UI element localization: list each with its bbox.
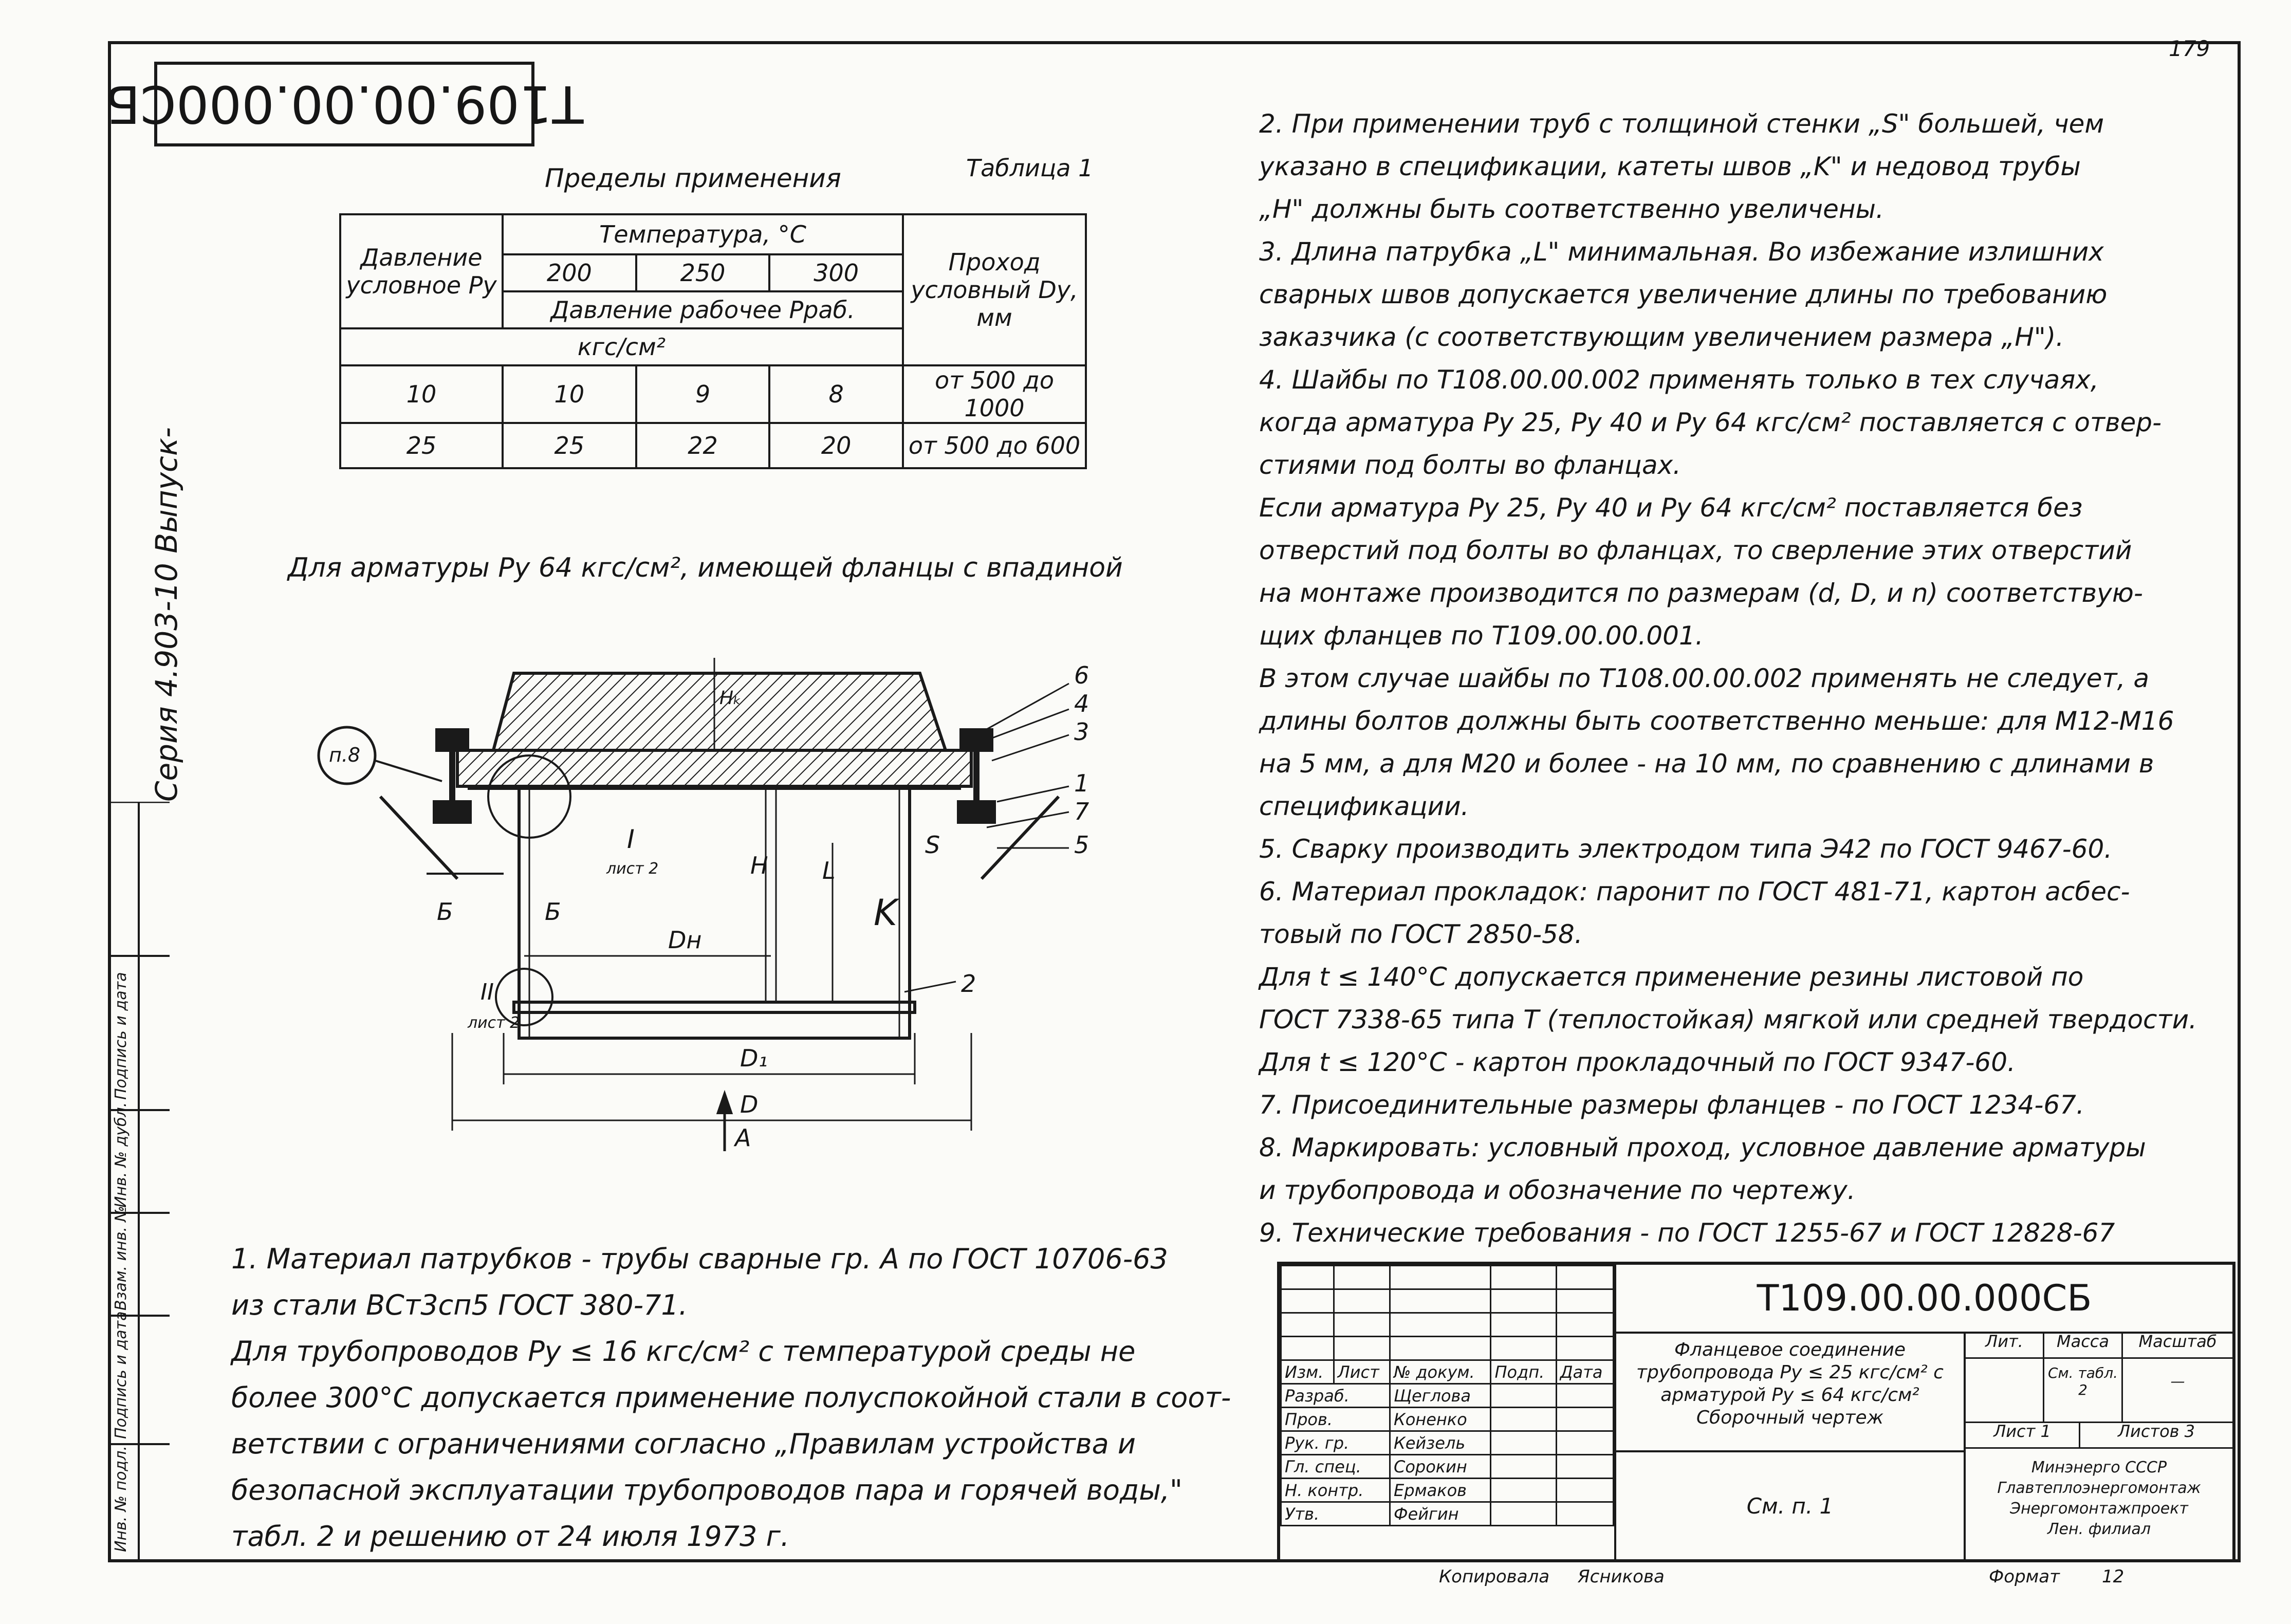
note-line: ГОСТ 7338-65 типа Т (теплостойкая) мягкой или средней твердости. [1259, 1005, 2197, 1035]
signer-row [1281, 1384, 1614, 1408]
table-row [340, 365, 1086, 423]
copied-label: Копировала [1439, 1566, 1550, 1587]
signer-role: Гл. спец. [1281, 1455, 1390, 1479]
format-value: 12 [2102, 1566, 2124, 1587]
note-line: сварных швов допускается увеличение длины по требованию [1259, 280, 2108, 309]
dim-H: H [750, 852, 768, 879]
note-line: 6. Материал прокладок: паронит по ГОСТ 481-71, картон асбес- [1259, 877, 2130, 907]
note-line: Для трубопроводов Ру ≤ 16 кгс/см² с температурой среды не [231, 1335, 1136, 1368]
note-line: „H" должны быть соответственно увеличены. [1259, 194, 1884, 224]
cell-200: 10 [503, 365, 636, 423]
col-doc: № докум. [1390, 1360, 1490, 1384]
callout-6: 6 [1074, 661, 1089, 689]
signer-role: Разраб. [1281, 1384, 1390, 1408]
th-t300: 300 [769, 254, 903, 291]
valve-body [493, 673, 946, 750]
callout-2: 2 [961, 970, 976, 998]
note-line: на монтаже производится по размерам (d, D, и n) соответствую- [1259, 578, 2143, 608]
th-unit: кгс/см² [340, 328, 903, 365]
stamp-title: Фланцевое соединение трубопровода Ру ≤ 25 кгс/см² с арматурой Ру ≤ 64 кгс/см² [1636, 1339, 1944, 1406]
dim-L: L [822, 857, 836, 884]
note-line: 7. Присоединительные размеры фланцев - по ГОСТ 1234-67. [1259, 1090, 2084, 1120]
dim-D: D [740, 1091, 759, 1118]
signer-name: Щеглова [1390, 1384, 1490, 1408]
note-line: 3. Длина патрубка „L" минимальная. Во избежание излишних [1259, 237, 2104, 267]
note-line: Для t ≤ 120°С - картон прокладочный по ГОСТ 9347-60. [1259, 1047, 2016, 1077]
signer-name: Ермаков [1390, 1479, 1490, 1502]
stamp-sheets: Листов 3 [2117, 1422, 2195, 1441]
top-drawing-code: Т109.00.00.000СБ [154, 62, 534, 146]
note-line: ветствии с ограничениями согласно „Правилам устройства и [231, 1428, 1136, 1460]
callout-7: 7 [1074, 798, 1089, 825]
format-label: Формат [1989, 1566, 2060, 1587]
cell-250: 9 [636, 365, 770, 423]
pipe-shell [519, 786, 910, 1038]
cell-py: 25 [340, 423, 503, 468]
note-line: В этом случае шайбы по Т108.00.00.002 применять не следует, а [1259, 663, 2150, 693]
col-izm: Изм. [1281, 1360, 1334, 1384]
note-line: из стали ВСт3сп5 ГОСТ 380-71. [231, 1289, 688, 1321]
note-line: заказчика (с соответствующим увеличением размера „H"). [1259, 322, 2064, 352]
note-line: и трубопровода и обозначение по чертежу. [1259, 1175, 1856, 1205]
signer-role: Н. контр. [1281, 1479, 1390, 1502]
col-date: Дата [1556, 1360, 1613, 1384]
note-line: 4. Шайбы по Т108.00.00.002 применять только в тех случаях, [1259, 365, 2099, 395]
bolt-left [437, 730, 468, 750]
view-I: I [627, 824, 635, 854]
cell-py: 10 [340, 365, 503, 423]
th-t200: 200 [503, 254, 636, 291]
stamp-revision-table [1280, 1265, 1614, 1526]
signer-name: Фейгин [1390, 1502, 1490, 1526]
dim-Dn: Dн [668, 926, 702, 954]
dim-S: S [925, 831, 940, 859]
stamp-subtitle: Сборочный чертеж [1696, 1407, 1884, 1428]
note-line: 8. Маркировать: условный проход, условное давление арматуры [1259, 1133, 2146, 1162]
note-line: 9. Технические требования - по ГОСТ 1255-67 и ГОСТ 12828-67 [1259, 1218, 2115, 1248]
stamp-org-line: Минэнерго СССР [2031, 1459, 2167, 1477]
signer-role: Утв. [1281, 1502, 1390, 1526]
binding-label-sign-date-2: Подпись и дата [112, 972, 130, 1100]
dim-K: K [874, 892, 897, 934]
cell-300: 20 [769, 423, 903, 468]
note-line: щих фланцев по Т109.00.00.001. [1259, 621, 1704, 651]
note-line: указано в спецификации, катеты швов „K" и недовод трубы [1259, 152, 2081, 181]
table1-number: Таблица 1 [966, 154, 1094, 182]
flange-assembly-drawing [288, 632, 1161, 1172]
stamp-org-line: Энергомонтажпроект [2010, 1500, 2188, 1518]
series-label: Серия 4.903-10 Выпуск- [149, 427, 184, 802]
cell-200: 25 [503, 423, 636, 468]
stamp-scale: Масштаб [2138, 1332, 2217, 1351]
view-II: II [481, 979, 494, 1005]
th-temperature: Температура, °С [503, 214, 903, 254]
note-line: отверстий под болты во фланцах, то сверление этих отверстий [1259, 536, 2132, 565]
note-line: спецификации. [1259, 791, 1469, 821]
signer-row [1281, 1431, 1614, 1455]
pipe-flange [514, 1002, 915, 1012]
limits-table [339, 213, 1087, 469]
page-number: 179 [2169, 36, 2210, 61]
binding-label-inv-dubl: Инв. № дубл. [112, 1102, 130, 1208]
stamp-sheet: Лист 1 [1966, 1422, 2080, 1447]
callout-5: 5 [1074, 831, 1089, 859]
signer-row [1281, 1502, 1614, 1526]
callout-4: 4 [1074, 690, 1089, 717]
section-B-right: Б [545, 898, 561, 926]
stamp-mass-value: См. табл. 2 [2044, 1357, 2123, 1422]
signer-row [1281, 1479, 1614, 1502]
copied-name: Ясникова [1578, 1566, 1665, 1587]
section-B-left: Б [437, 898, 453, 926]
cell-dy: от 500 до 600 [903, 423, 1086, 468]
binding-strip [108, 802, 170, 1562]
stamp-org-line: Главтеплоэнергомонтаж [1997, 1479, 2201, 1497]
notes-left [231, 1236, 1254, 1560]
note-line: 2. При применении труб с толщиной стенки „S" большей, чем [1259, 109, 2104, 139]
note-line: безопасной эксплуатации трубопроводов пара и горячей воды," [231, 1474, 1183, 1506]
binding-label-sign-date: Подпись и дата [112, 1311, 130, 1439]
stamp-mass: Масса [2044, 1332, 2123, 1357]
note-line: товый по ГОСТ 2850-58. [1259, 919, 1583, 949]
signer-role: Пров. [1281, 1408, 1390, 1431]
dim-D1: D₁ [740, 1044, 768, 1072]
stamp-lit: Лит. [1966, 1332, 2044, 1357]
title-block [1277, 1262, 2235, 1562]
cell-250: 22 [636, 423, 770, 468]
th-passage: Проход условный Dу, мм [903, 214, 1086, 365]
dim-H-small: Hₖ [719, 688, 742, 709]
ref-p8: п.8 [329, 744, 361, 766]
note-line: когда арматура Ру 25, Ру 40 и Ру 64 кгс/см² поставляется с отвер- [1259, 408, 2162, 437]
note-line: стиями под болты во фланцах. [1259, 450, 1682, 480]
note-line: 1. Материал патрубков - трубы сварные гр. А по ГОСТ 10706-63 [231, 1243, 1168, 1275]
signer-name: Сорокин [1390, 1455, 1490, 1479]
th-pressure: Давление условное Ру [340, 214, 503, 328]
signer-name: Кейзель [1390, 1431, 1490, 1455]
th-t250: 250 [636, 254, 770, 291]
note-line: табл. 2 и решению от 24 июля 1973 г. [231, 1520, 790, 1553]
note-line: длины болтов должны быть соответственно меньше: для М12-М16 [1259, 706, 2174, 736]
binding-label-vzam: Взам. инв. № [112, 1206, 130, 1311]
note-line: Для t ≤ 140°С допускается применение резины листовой по [1259, 962, 2084, 992]
cell-dy: от 500 до 1000 [903, 365, 1086, 423]
table1-caption: Пределы применения [545, 163, 841, 193]
note-line: Если арматура Ру 25, Ру 40 и Ру 64 кгс/см² поставляется без [1259, 493, 2083, 523]
view-A: A [735, 1124, 751, 1152]
note-line: более 300°С допускается применение полуспокойной стали в соот- [231, 1381, 1231, 1414]
view-I-sheet: лист 2 [606, 860, 659, 878]
stamp-code: Т109.00.00.000СБ [1757, 1277, 2092, 1319]
binding-label-inv-podl: Инв. № подл. [112, 1446, 130, 1552]
view-II-sheet: лист 2 [468, 1014, 520, 1032]
signer-role: Рук. гр. [1281, 1431, 1390, 1455]
col-list: Лист [1334, 1360, 1390, 1384]
note-line: на 5 мм, а для М20 и более - на 10 мм, по сравнению с длинами в [1259, 749, 2154, 779]
th-work-pressure: Давление рабочее Рраб. [503, 291, 903, 328]
stamp-scale-value: — [2170, 1373, 2185, 1390]
signer-row [1281, 1408, 1614, 1431]
table-row [340, 423, 1086, 468]
cell-300: 8 [769, 365, 903, 423]
callout-1: 1 [1074, 769, 1089, 797]
notes-right [1259, 103, 2210, 1254]
stamp-see-note: См. п. 1 [1746, 1493, 1834, 1519]
note-line: 5. Сварку производить электродом типа Э42 по ГОСТ 9467-60. [1259, 834, 2113, 864]
stamp-org-line: Лен. филиал [2047, 1520, 2151, 1538]
drawing-caption: Для арматуры Ру 64 кгс/см², имеющей фланцы с впадиной [288, 552, 1123, 583]
callout-3: 3 [1074, 718, 1089, 746]
signer-name: Коненко [1390, 1408, 1490, 1431]
col-sign: Подп. [1491, 1360, 1556, 1384]
signer-row [1281, 1455, 1614, 1479]
